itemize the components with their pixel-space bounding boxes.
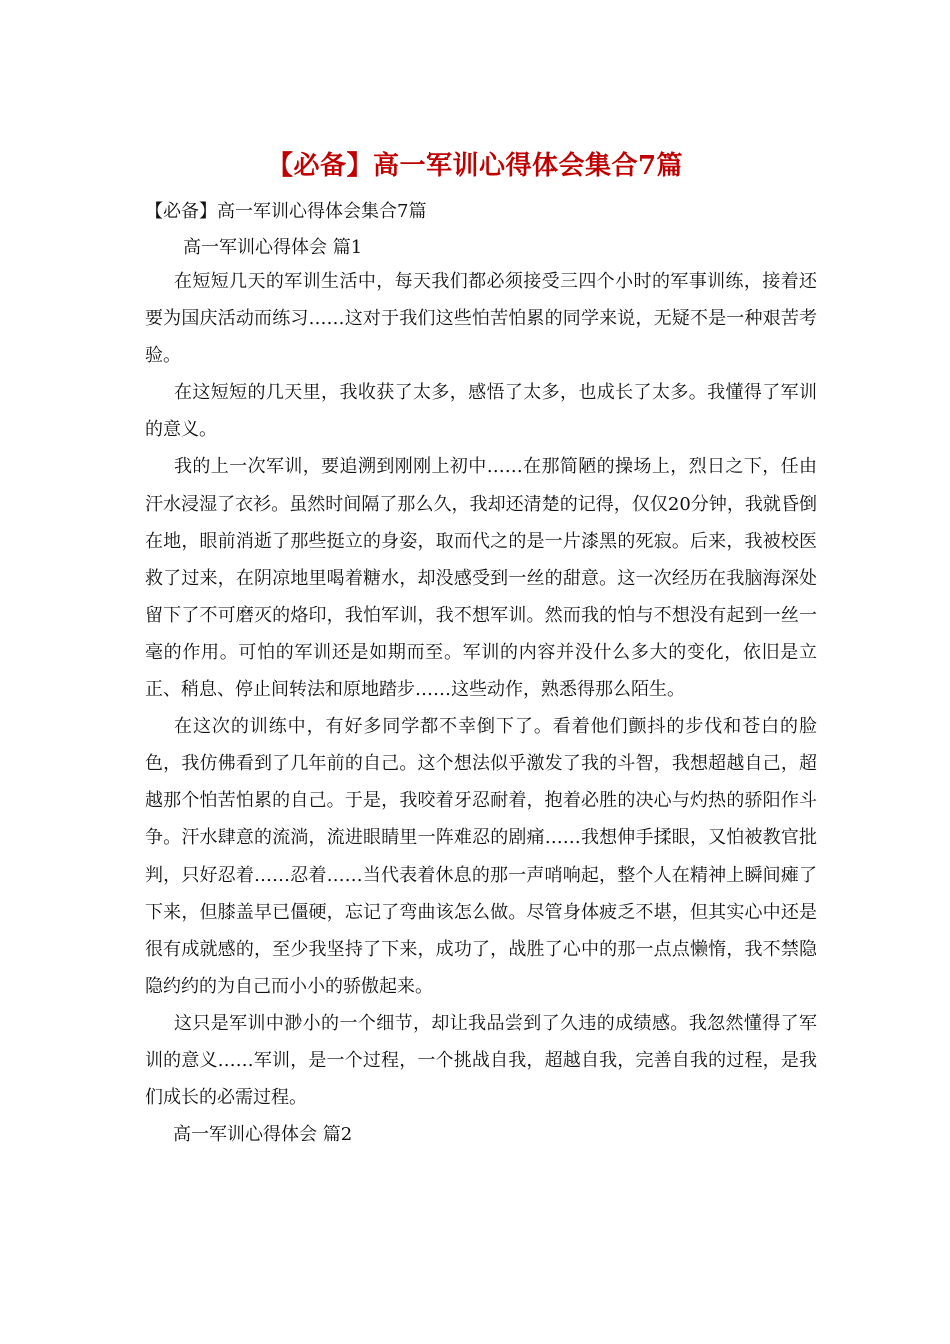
paragraph: 在短短几天的军训生活中，每天我们都必须接受三四个小时的军事训练，接着还要为国庆活动而练习……这对于我们这些怕苦怕累的同学来说，无疑不是一种艰苦考验。 bbox=[145, 271, 817, 367]
document-subtitle: 【必备】高一军训心得体会集合7篇 bbox=[145, 201, 427, 222]
paragraph: 在这短短的几天里，我收获了太多，感悟了太多，也成长了太多。我懂得了军训的意义。 bbox=[145, 382, 817, 441]
section-heading-2: 高一军训心得体会 篇2 bbox=[173, 1124, 353, 1146]
section-heading-1: 高一军训心得体会 篇1 bbox=[183, 237, 363, 258]
document-title: 【必备】高一军训心得体会集合7篇 bbox=[266, 151, 684, 181]
document-body bbox=[145, 263, 817, 1153]
paragraph: 这只是军训中渺小的一个细节，却让我品尝到了久违的成绩感。我忽然懂得了军训的意义……军训，是一个过程，一个挑战自我，超越自我，完善自我的过程，是我们成长的必需过程。 bbox=[145, 1012, 817, 1109]
paragraph: 我的上一次军训，要追溯到刚刚上初中……在那简陋的操场上，烈日之下，任由汗水浸湿了衣衫。虽然时间隔了那么久，我却还清楚的记得，仅仅20分钟，我就昏倒在地，眼前消逝了那些挺立的身姿，取而代之的是一片漆黑的死寂。后来，我被校医救了过来，在阴凉地里喝着糖水，却没感受到一丝的甜意。这一次经历在我脑海深处留下了不可磨灭的烙印，我怕军训，我不想军训。然而我的怕与不想没有起到一丝一毫的作用。可怕的军训还是如期而至。军训的内容并没什么多大的变化，依旧是立正、稍息、停止间转法和原地踏步……这些动作，熟悉得那么陌生。 bbox=[145, 456, 817, 701]
paragraph: 在这次的训练中，有好多同学都不幸倒下了。看着他们颤抖的步伐和苍白的脸色，我仿佛看到了几年前的自己。这个想法似乎激发了我的斗智，我想超越自己，超越那个怕苦怕累的自己。于是，我咬着牙忍耐着，抱着必胜的决心与灼热的骄阳作斗争。汗水肆意的流淌，流进眼睛里一阵难忍的剧痛……我想伸手揉眼，又怕被教官批判，只好忍着……忍着……当代表着休息的那一声哨响起，整个人在精神上瞬间瘫了下来，但膝盖早已僵硬，忘记了弯曲该怎么做。尽管身体疲乏不堪，但其实心中还是很有成就感的，至少我坚持了下来，成功了，战胜了心中的那一点点懒惰，我不禁隐隐约约的为自己而小小的骄傲起来。 bbox=[145, 716, 817, 997]
